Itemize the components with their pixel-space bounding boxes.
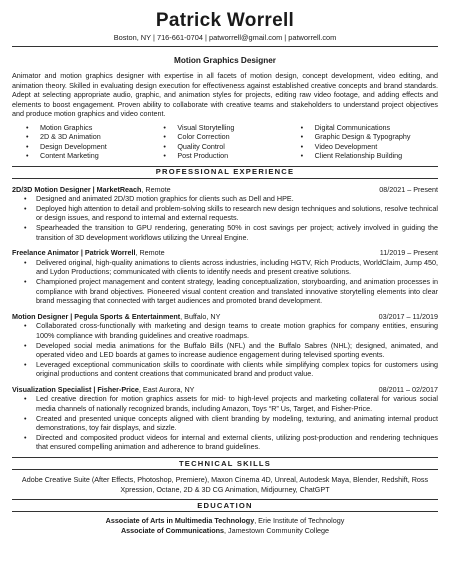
resume-page [12,0,438,536]
education-degree: Associate of Arts in Multimedia Technology [105,516,255,526]
skill-item: • Motion Graphics [26,123,163,132]
job-entry [12,248,438,306]
skill-item: • Graphic Design & Typography [301,132,438,141]
skill-item: • Client Relationship Building [301,151,438,160]
job-bullet: • Spearheaded the transition to GPU rendering, generating 50% in cost savings per project; actively involved in guiding the transition of 3D development workflows utilizing the Unreal Engine. [12,223,438,242]
profile-title: Motion Graphics Designer [174,56,276,65]
experience-heading: PROFESSIONAL EXPERIENCE [12,166,438,179]
job-bullet: • Championed project management and content strategy, leading conceptualization, storyboarding, and animation processes in compliance with brand objectives. Pioneered visual content creation and translated innovative storytelling elements into clear brand messaging that connected with target audiences and promoted brand development. [12,277,438,306]
job-dates: 08/2021 – Present [379,184,438,194]
job-dates: 08/2011 – 02/2017 [378,384,438,394]
job-bullet: • Developed social media animations for the Buffalo Bills (NFL) and the Buffalo Sabres (NHL); designed, animated, and operated video and LED boards at games to increase audience engagement during televised sporting events. [12,341,438,360]
job-bullet: • Collaborated cross-functionally with marketing and design teams to create motion graphics for company entities, ensuring 100% compliance with branding guidelines and creative roadmaps. [12,321,438,340]
job-title: Motion Designer | Pegula Sports & Entertainment [12,311,181,321]
job-title: Visualization Specialist | Fisher-Price [12,384,139,394]
job-location: , Buffalo, NY [180,311,221,321]
job-bullet: • Leveraged exceptional communication skills to coordinate with clients while simplifying complex topics for customers using original productions and content creations that communicated brand and product value. [12,360,438,379]
job-entry [12,185,438,243]
education-school: , Erie Institute of Technology [254,516,345,526]
education-entry [12,516,438,526]
job-dates: 03/2017 – 11/2019 [378,311,438,321]
technical-skills-heading: TECHNICAL SKILLS [12,457,438,470]
skill-item: • Post Production [163,151,300,160]
job-bullet: • Deployed high attention to detail and problem-solving skills to research new design techniques and solutions, resolve technical or design issues, and respond to internal and external requests. [12,204,438,223]
education-degree: Associate of Communications [120,526,224,536]
job-location: , Remote [135,248,165,258]
skill-item: • Content Marketing [26,151,163,160]
skill-item: • Design Development [26,142,163,151]
job-bullet: • Designed and animated 2D/3D motion graphics for clients such as Dell and HPE. [12,194,438,204]
job-bullet: • Created and presented unique concepts aligned with client branding by modeling, texturing, and animating internal product demonstrations, toy fair displays, and sizzle. [12,414,438,433]
skill-item: • Quality Control [163,142,300,151]
job-bullet: • Delivered original, high-quality animations to clients across industries, including HGTV, Rich Products, WorldClaim, Jump 450, and Lydon Productions; communicated with clients to identify needs and present creative solutions. [12,258,438,277]
job-title-line [12,312,220,322]
technical-skills-list [12,475,438,494]
job-location: , Remote [141,184,171,194]
education-list [12,516,438,536]
job-title: Freelance Animator | Patrick Worrell [12,248,136,258]
skill-item: • Visual Storytelling [163,123,300,132]
job-bullet: • Directed and composited product videos for internal and external clients, utilizing post-production and rendering techniques that ensured compelling animation and adherence to brand guidelines. [12,433,438,452]
job-entry [12,312,438,379]
job-location: , East Aurora, NY [138,384,195,394]
candidate-name: Patrick Worrell [155,10,295,31]
skill-item: • 2D & 3D Animation [26,132,163,141]
job-entry [12,385,438,452]
technical-skills-line: Xpression, Octane, 2D & 3D CG Animation, Midjourney, ChatGPT [120,484,330,494]
job-bullet: • Led creative direction for motion graphics assets for mid- to high-level projects and marketing collateral for various social media channels of nationally recognized brands, including Amazon, Toys “R” Us, Target, and Fisher-Price. [12,394,438,413]
education-heading: EDUCATION [12,499,438,512]
job-dates: 11/2019 – Present [379,248,438,258]
core-skills [26,123,438,161]
education-entry [12,526,438,536]
technical-skills-line: Adobe Creative Suite (After Effects, Photoshop, Premiere), Maxon Cinema 4D, Unreal, Autodesk Maya, Blender, Redshift, Ross [21,475,429,485]
skill-item: • Video Development [301,142,438,151]
skill-item: • Color Correction [163,132,300,141]
job-title: 2D/3D Motion Designer | MarketReach [12,184,142,194]
job-title-line [12,185,171,195]
skill-item: • Digital Communications [301,123,438,132]
job-title-line [12,248,165,258]
profile-summary: Animator and motion graphics designer with expertise in all facets of motion design, concept development, video editing, and animation theory. Skilled in evaluating design execution for effectiveness against established creative concepts and brand standards. Adept at selecting appropriate audio, graphic, and animation styles for projects, editing raw video footage, and adding effects and elements to boost engagement. Proven ability to collaborate with creative teams and stakeholders to understand project objectives and produce motion graphics and video content. [12,71,438,119]
contact-info: Boston, NY | 716-661-0704 | patworrell@gmail.com | patworrell.com [12,33,438,47]
job-title-line [12,385,194,395]
education-school: , Jamestown Community College [223,526,330,536]
